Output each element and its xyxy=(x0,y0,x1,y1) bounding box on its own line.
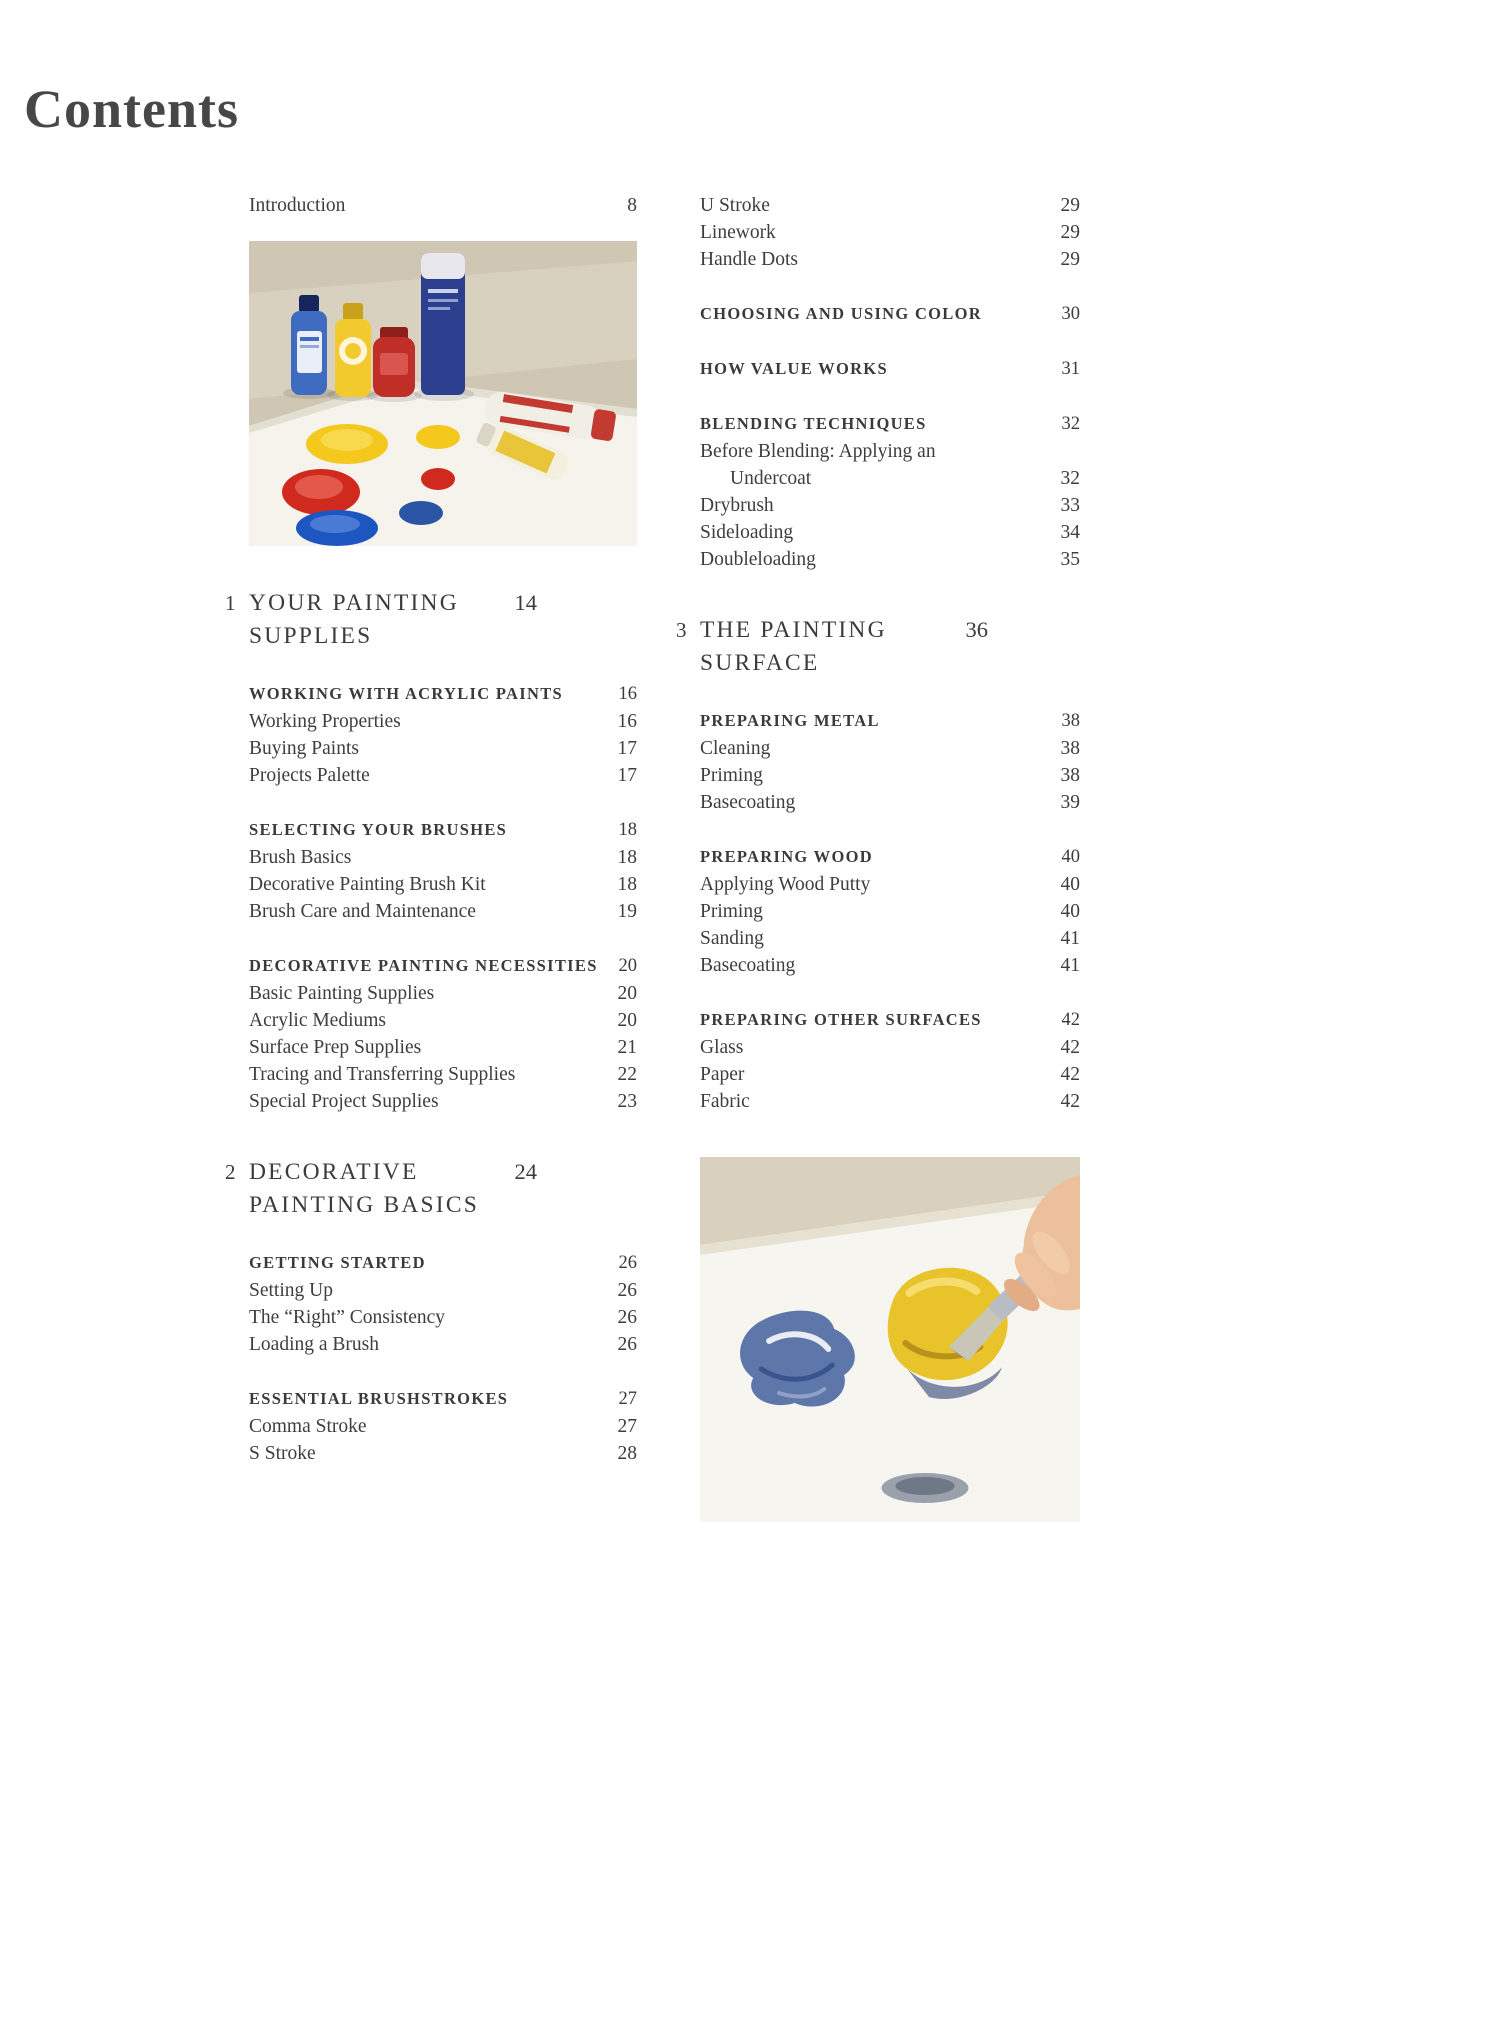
entry-label: Glass xyxy=(700,1037,744,1058)
entry-page-number: 34 xyxy=(1060,522,1080,543)
entry-page-number: 38 xyxy=(1061,711,1080,731)
toc-entry xyxy=(225,735,637,762)
toc-entry xyxy=(225,1304,637,1331)
entry-page-number: 22 xyxy=(617,1064,637,1085)
entry-label: Basecoating xyxy=(700,792,796,813)
section-entry xyxy=(225,1385,637,1413)
toc-entry xyxy=(676,925,1080,952)
toc-entry xyxy=(225,1440,637,1467)
entry-page-number: 14 xyxy=(514,590,537,615)
entry-label: PREPARING WOOD xyxy=(700,847,873,866)
entry-label: Drybrush xyxy=(700,495,774,516)
toc-entry xyxy=(676,438,1080,465)
entry-page-number: 18 xyxy=(618,820,637,840)
page-title: Contents xyxy=(24,79,240,139)
entry-page-number: 20 xyxy=(618,956,637,976)
entry-page-number: 35 xyxy=(1060,549,1080,570)
entry-page-number: 18 xyxy=(617,874,637,895)
toc-entry xyxy=(676,735,1080,762)
entry-label: Cleaning xyxy=(700,738,771,759)
section-entry xyxy=(676,1006,1080,1034)
entry-label: Paper xyxy=(700,1064,745,1085)
hand-painting-photo xyxy=(700,1157,1080,1522)
entry-label: Undercoat xyxy=(730,468,812,489)
entry-page-number: 21 xyxy=(617,1037,637,1058)
entry-page-number: 26 xyxy=(618,1253,637,1273)
entry-page-number: 32 xyxy=(1060,468,1080,489)
toc-entry xyxy=(676,1061,1080,1088)
entry-label: Fabric xyxy=(700,1091,750,1112)
entry-page-number: 16 xyxy=(617,711,637,732)
toc-entry xyxy=(225,192,637,219)
toc-entry xyxy=(225,1007,637,1034)
toc-entry xyxy=(676,492,1080,519)
entry-label: Basecoating xyxy=(700,955,796,976)
entry-label: Buying Paints xyxy=(249,738,359,759)
entry-label: Surface Prep Supplies xyxy=(249,1037,422,1058)
entry-label: S Stroke xyxy=(249,1443,316,1464)
toc-entry xyxy=(225,980,637,1007)
toc-columns xyxy=(225,192,1080,1522)
entry-label: ESSENTIAL BRUSHSTROKES xyxy=(249,1389,509,1408)
entry-page-number: 42 xyxy=(1060,1064,1080,1085)
entry-label: Special Project Supplies xyxy=(249,1091,439,1112)
entry-page-number: 26 xyxy=(617,1334,637,1355)
entry-label: The “Right” Consistency xyxy=(249,1307,446,1328)
entry-label: Before Blending: Applying an xyxy=(700,441,936,462)
entry-label: Acrylic Mediums xyxy=(249,1010,387,1031)
entry-label: Brush Basics xyxy=(249,847,352,868)
entry-label: Applying Wood Putty xyxy=(700,874,871,895)
entry-page-number: 30 xyxy=(1061,304,1080,324)
section-entry xyxy=(225,816,637,844)
entry-label: Decorative Painting Brush Kit xyxy=(249,874,486,895)
entry-page-number: 27 xyxy=(617,1416,637,1437)
entry-label: Priming xyxy=(700,765,763,786)
toc-entry xyxy=(225,708,637,735)
toc-entry xyxy=(676,1034,1080,1061)
entry-label: THE PAINTING SURFACE xyxy=(700,617,887,676)
entry-page-number: 26 xyxy=(617,1307,637,1328)
toc-entry xyxy=(676,789,1080,816)
hand-painting-illustration xyxy=(700,1157,1080,1522)
chapter-entry xyxy=(225,586,637,653)
toc-left-column xyxy=(225,192,637,1522)
chapter-entry xyxy=(676,613,1080,680)
entry-label: Brush Care and Maintenance xyxy=(249,901,476,922)
entry-label: SELECTING YOUR BRUSHES xyxy=(249,820,508,839)
entry-label: YOUR PAINTING SUPPLIES xyxy=(249,590,459,649)
section-entry xyxy=(676,410,1080,438)
toc-entry xyxy=(676,898,1080,925)
chapter-entry xyxy=(225,1155,637,1222)
section-entry xyxy=(676,843,1080,871)
toc-entry xyxy=(225,871,637,898)
entry-page-number: 41 xyxy=(1060,955,1080,976)
entry-label: Priming xyxy=(700,901,763,922)
entry-page-number: 38 xyxy=(1060,738,1080,759)
entry-page-number: 39 xyxy=(1060,792,1080,813)
entry-label: Doubleloading xyxy=(700,549,816,570)
chapter-number: 2 xyxy=(225,1160,236,1184)
entry-label: Tracing and Transferring Supplies xyxy=(249,1064,516,1085)
toc-entry xyxy=(676,1088,1080,1115)
entry-page-number: 32 xyxy=(1061,414,1080,434)
entry-label: GETTING STARTED xyxy=(249,1253,426,1272)
toc-entry xyxy=(225,1413,637,1440)
toc-entry xyxy=(225,762,637,789)
entry-label: HOW VALUE WORKS xyxy=(700,359,888,378)
entry-label: Setting Up xyxy=(249,1280,333,1301)
toc-entry xyxy=(225,844,637,871)
entry-page-number: 20 xyxy=(617,983,637,1004)
toc-entry xyxy=(225,898,637,925)
toc-entry xyxy=(676,952,1080,979)
entry-page-number: 23 xyxy=(617,1091,637,1112)
toc-right-column xyxy=(676,192,1080,1522)
entry-page-number: 18 xyxy=(617,847,637,868)
entry-label: DECORATIVE PAINTING BASICS xyxy=(249,1159,479,1218)
paint-supplies-illustration xyxy=(249,241,637,546)
entry-page-number: 42 xyxy=(1061,1010,1080,1030)
toc-entry xyxy=(676,219,1080,246)
toc-entry xyxy=(225,1034,637,1061)
paint-supplies-photo xyxy=(249,241,637,546)
entry-page-number: 38 xyxy=(1060,765,1080,786)
entry-page-number: 24 xyxy=(514,1159,537,1184)
entry-page-number: 42 xyxy=(1060,1091,1080,1112)
hand-painting-photo xyxy=(676,1157,1080,1522)
entry-page-number: 19 xyxy=(617,901,637,922)
section-entry xyxy=(676,300,1080,328)
toc-entry xyxy=(676,546,1080,573)
entry-label: PREPARING OTHER SURFACES xyxy=(700,1010,982,1029)
entry-page-number: 36 xyxy=(965,617,988,642)
entry-label: Sanding xyxy=(700,928,764,949)
entry-page-number: 8 xyxy=(627,195,637,216)
toc-entry xyxy=(225,1061,637,1088)
toc-entry xyxy=(676,519,1080,546)
entry-label: Working Properties xyxy=(249,711,401,732)
entry-label: Linework xyxy=(700,222,776,243)
entry-label: Basic Painting Supplies xyxy=(249,983,435,1004)
entry-label: BLENDING TECHNIQUES xyxy=(700,414,927,433)
section-entry xyxy=(225,952,637,980)
entry-label: PREPARING METAL xyxy=(700,711,880,730)
toc-entry xyxy=(676,192,1080,219)
chapter-number: 3 xyxy=(676,618,687,642)
entry-page-number: 20 xyxy=(617,1010,637,1031)
entry-page-number: 17 xyxy=(617,765,637,786)
entry-page-number: 42 xyxy=(1060,1037,1080,1058)
entry-page-number: 28 xyxy=(617,1443,637,1464)
toc-entry xyxy=(676,246,1080,273)
entry-page-number: 40 xyxy=(1060,874,1080,895)
entry-page-number: 16 xyxy=(618,684,637,704)
entry-label: Loading a Brush xyxy=(249,1334,379,1355)
entry-page-number: 41 xyxy=(1060,928,1080,949)
section-entry xyxy=(676,707,1080,735)
entry-label: WORKING WITH ACRYLIC PAINTS xyxy=(249,684,563,703)
entry-page-number: 29 xyxy=(1060,222,1080,243)
toc-entry xyxy=(676,762,1080,789)
toc-entry xyxy=(676,465,1080,492)
toc-entry xyxy=(225,1088,637,1115)
entry-label: Introduction xyxy=(249,195,346,216)
section-entry xyxy=(225,1249,637,1277)
entry-page-number: 29 xyxy=(1060,249,1080,270)
entry-page-number: 27 xyxy=(618,1389,637,1409)
entry-label: DECORATIVE PAINTING NECESSITIES xyxy=(249,956,598,975)
entry-label: Sideloading xyxy=(700,522,794,543)
entry-page-number: 40 xyxy=(1061,847,1080,867)
entry-label: Handle Dots xyxy=(700,249,799,270)
entry-label: Comma Stroke xyxy=(249,1416,367,1437)
entry-label: Projects Palette xyxy=(249,765,370,786)
section-entry xyxy=(676,355,1080,383)
entry-page-number: 26 xyxy=(617,1280,637,1301)
entry-page-number: 31 xyxy=(1061,359,1080,379)
toc-entry xyxy=(225,1331,637,1358)
paint-supplies-photo xyxy=(225,241,637,546)
chapter-number: 1 xyxy=(225,591,236,615)
toc-entry xyxy=(225,1277,637,1304)
entry-page-number: 33 xyxy=(1060,495,1080,516)
section-entry xyxy=(225,680,637,708)
entry-label: U Stroke xyxy=(700,195,770,216)
entry-page-number: 40 xyxy=(1060,901,1080,922)
entry-page-number: 29 xyxy=(1060,195,1080,216)
toc-entry xyxy=(676,871,1080,898)
entry-page-number: 17 xyxy=(617,738,637,759)
entry-label: CHOOSING AND USING COLOR xyxy=(700,304,982,323)
